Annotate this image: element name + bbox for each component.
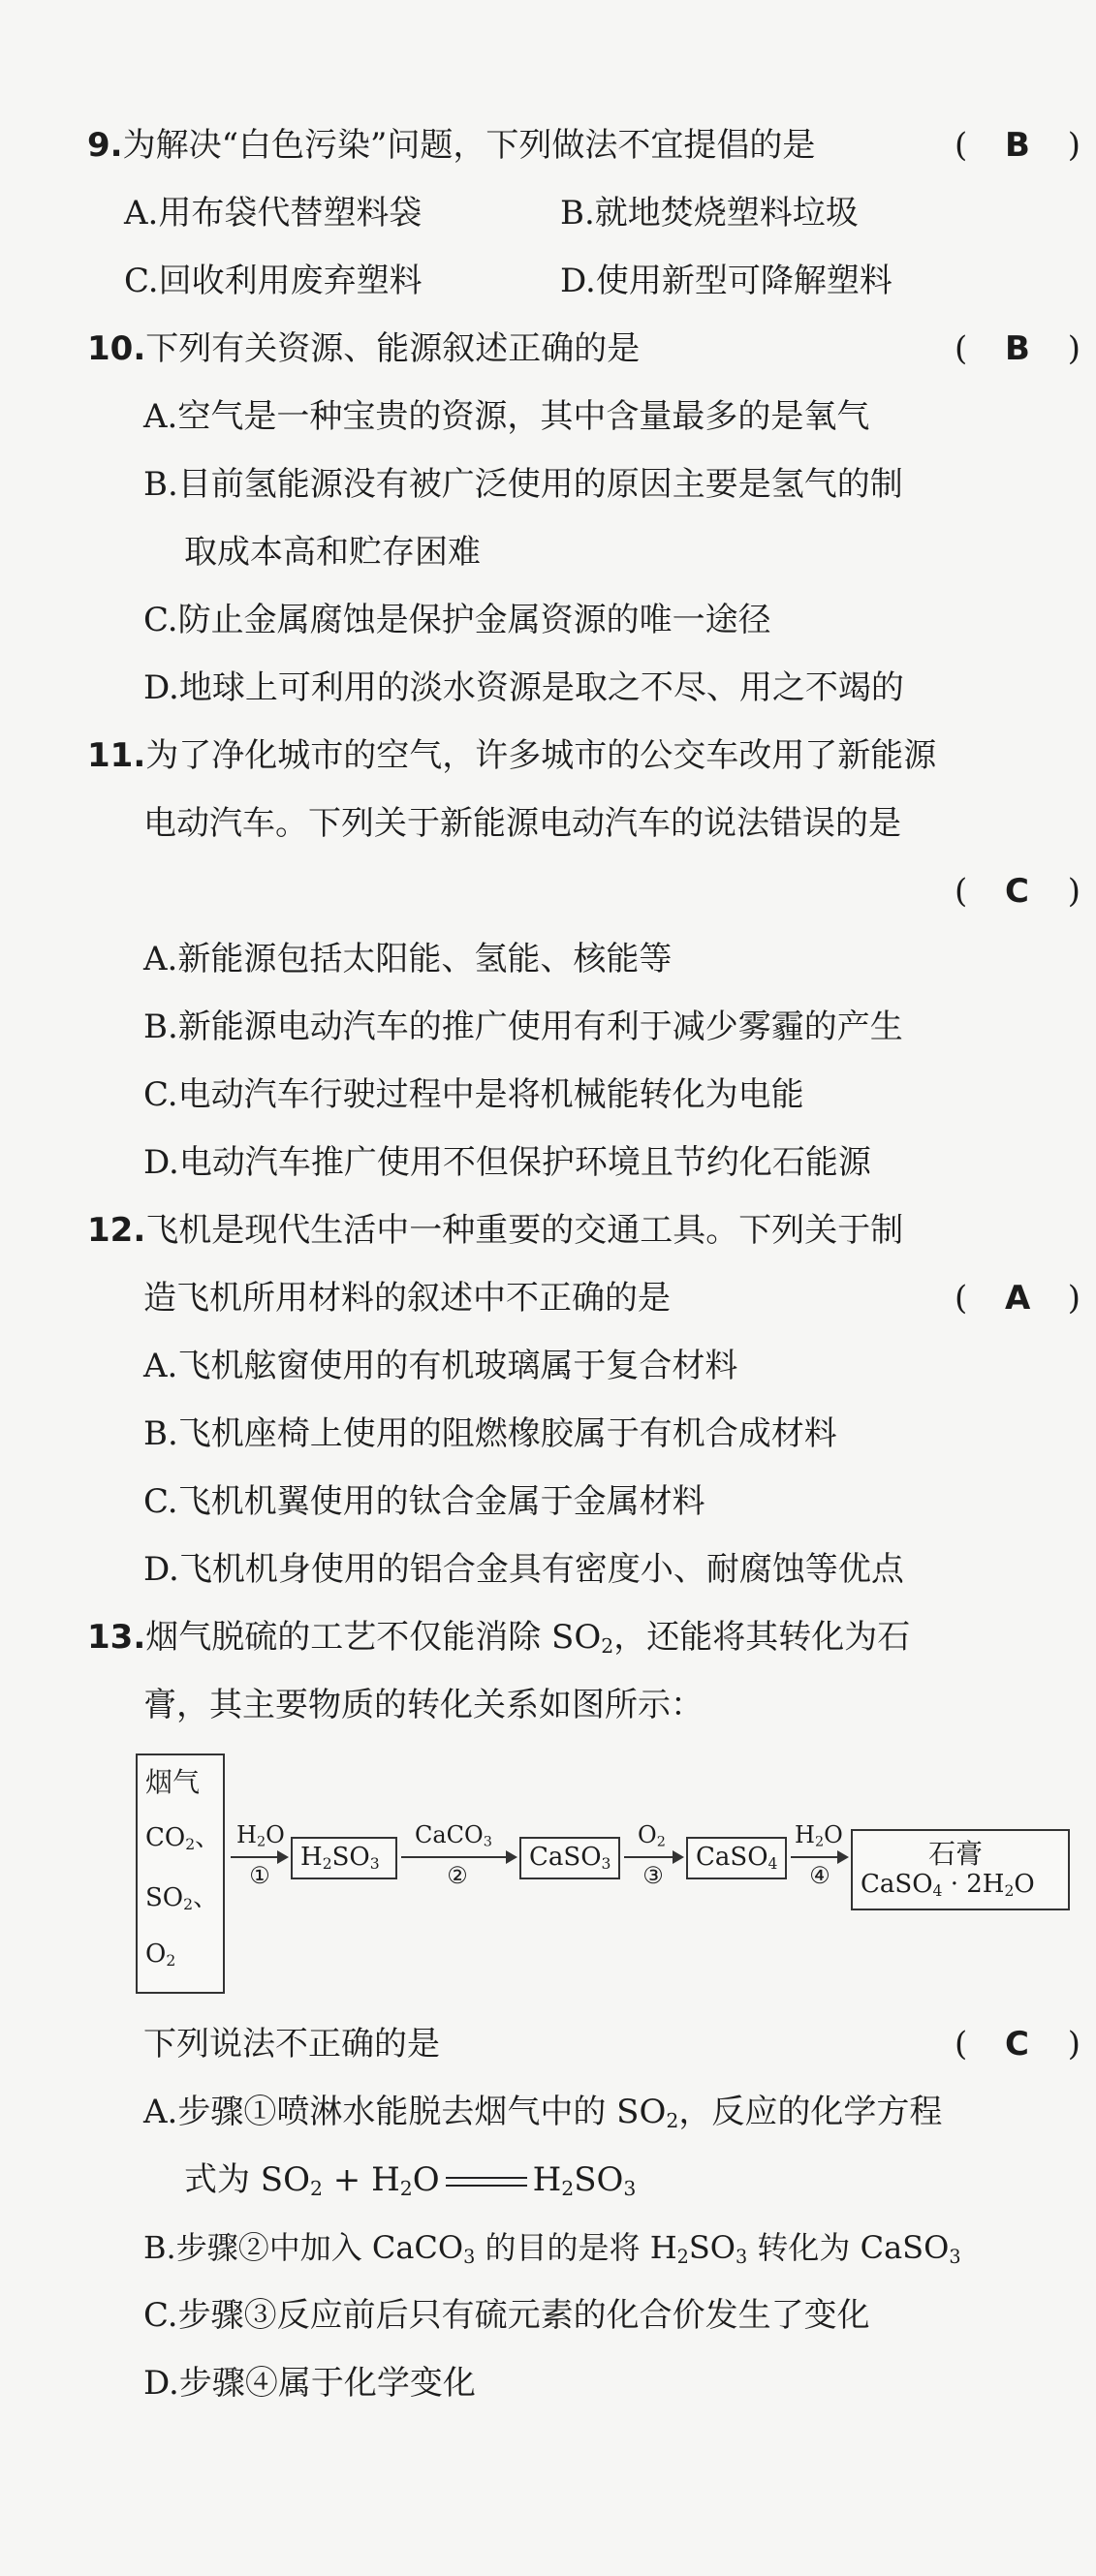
q12-option-a-line: [0, 1337, 1096, 1395]
q11-option-a: A.新能源包括太阳能、氢能、核能等: [143, 940, 673, 978]
q9-answer: B: [1005, 126, 1030, 165]
flue-gas-co2: $CO_2$、: [145, 1823, 221, 1853]
gypsum-title: 石膏: [928, 1838, 984, 1870]
q11-option-a-line: [0, 930, 1096, 988]
caso4-box: CaSO$_4$: [686, 1837, 787, 1879]
q11-option-d-line: [0, 1133, 1096, 1192]
q13-stem: 烟气脱硫的工艺不仅能消除 SO: [145, 1618, 602, 1657]
q13-option-d: D.步骤④属于化学变化: [143, 2364, 476, 2403]
q11-number: 11.: [87, 736, 146, 775]
q9-options-row2: [0, 252, 1096, 310]
q11-option-d: D.电动汽车推广使用不但保护环境且节约化石能源: [143, 1143, 871, 1182]
arrow-step-1: [231, 1856, 287, 1858]
q9-option-a: A.用布袋代替塑料袋: [124, 194, 423, 233]
h2so3-box: $H_2SO_3$: [291, 1837, 397, 1879]
q11-stem-line1: [0, 727, 1096, 785]
gypsum-box: [851, 1829, 1070, 1910]
q13-option-a-equation: 式为 $SO_2 + H_2O$ $H_2SO_3$: [184, 2160, 637, 2201]
q9-stem: 为解决“白色污染”问题，下列做法不宜提倡的是: [122, 126, 816, 165]
q12-option-b: B.飞机座椅上使用的阻燃橡胶属于有机合成材料: [143, 1414, 837, 1453]
q12-stem-cont: 造飞机所用材料的叙述中不正确的是: [143, 1279, 671, 1318]
q9-option-b: B.就地焚烧塑料垃圾: [560, 194, 859, 233]
flue-gas-title: 烟气: [145, 1766, 201, 1798]
q9-option-c: C.回收利用废弃塑料: [124, 262, 423, 300]
q11-option-c: C.电动汽车行驶过程中是将机械能转化为电能: [143, 1075, 804, 1114]
q10-option-a-line: [0, 388, 1096, 446]
step-3-marker: ③: [642, 1862, 664, 1889]
q13-option-c: C.步骤③反应前后只有硫元素的化合价发生了变化: [143, 2296, 870, 2335]
q11-option-c-line: [0, 1066, 1096, 1124]
arrow-step-3: [624, 1856, 682, 1858]
q13-option-b: B.步骤②中加入 CaCO$_3$ 的目的是将 $H_2SO_3$ 转化为 CaSO$_3$: [143, 2229, 961, 2268]
q13-answer: C: [1005, 2025, 1029, 2064]
q13-stem-line1: 13.烟气脱硫的工艺不仅能消除 $SO_2$，还能将其转化为石: [87, 1618, 911, 1659]
q10-option-b-cont: 取成本高和贮存困难: [184, 533, 481, 572]
q10-option-b-line2: [0, 523, 1096, 581]
flue-gas-o2: $O_2$: [145, 1940, 176, 1970]
q12-option-b-line: [0, 1405, 1096, 1463]
flue-gas-box: [136, 1754, 225, 1994]
flue-gas-so2: $SO_2$、: [145, 1883, 219, 1913]
q10-option-b-line1: [0, 455, 1096, 513]
equals-sign: [446, 2177, 527, 2187]
caso3-box: CaSO$_3$: [519, 1837, 620, 1879]
q11-option-b-line: [0, 998, 1096, 1056]
q11-answer: C: [1005, 872, 1029, 911]
step-2-marker: ②: [447, 1862, 468, 1889]
q10-option-c-line: [0, 591, 1096, 649]
q13-option-a: A.步骤①喷淋水能脱去烟气中的 $SO_2$，反应的化学方程: [143, 2093, 943, 2133]
q10-option-d-line: [0, 659, 1096, 717]
q12-option-d: D.飞机机身使用的铝合金具有密度小、耐腐蚀等优点: [143, 1550, 904, 1589]
arrow2-reagent-caco3: CaCO$_3$: [415, 1821, 492, 1850]
q10-option-a: A.空气是一种宝贵的资源，其中含量最多的是氧气: [143, 397, 870, 436]
arrow1-reagent-h2o: $H_2O$: [236, 1821, 285, 1850]
q13-ask-line: 下列说法不正确的是 ( C ): [0, 2015, 1096, 2073]
q12-stem-line2: 造飞机所用材料的叙述中不正确的是 ( A ): [0, 1269, 1096, 1327]
q12-option-a: A.飞机舷窗使用的有机玻璃属于复合材料: [143, 1347, 738, 1385]
q13-option-b-line: [0, 2219, 1096, 2277]
q10-answer: B: [1005, 329, 1030, 368]
q13-option-a-line1: [0, 2083, 1096, 2141]
q12-answer: A: [1005, 1279, 1031, 1318]
q13-option-d-line: [0, 2354, 1096, 2412]
q13-stem-cont: 膏，其主要物质的转化关系如图所示：: [143, 1686, 704, 1724]
step-4-marker: ④: [809, 1862, 830, 1889]
q13-option-c-line: [0, 2286, 1096, 2344]
arrow3-reagent-o2: $O_2$: [638, 1821, 666, 1850]
q12-option-c: C.飞机机翼使用的钛合金属于金属材料: [143, 1482, 705, 1521]
q12-number: 12.: [87, 1211, 146, 1250]
step-1-marker: ①: [249, 1862, 270, 1889]
q11-stem-cont: 电动汽车。下列关于新能源电动汽车的说法错误的是: [143, 804, 901, 843]
q12-stem-line1: [0, 1201, 1096, 1259]
q10-option-d: D.地球上可利用的淡水资源是取之不尽、用之不竭的: [143, 668, 904, 707]
q12-stem: 飞机是现代生活中一种重要的交通工具。下列关于制: [145, 1211, 904, 1250]
q13-ask: 下列说法不正确的是: [143, 2025, 440, 2064]
arrow-step-4: [791, 1856, 847, 1858]
arrow-step-2: [401, 1856, 516, 1858]
q9-stem-line: 9.为解决“白色污染”问题，下列做法不宜提倡的是 ( B ): [0, 116, 1096, 174]
q13-number: 13.: [87, 1618, 146, 1657]
q9-option-d: D.使用新型可降解塑料: [560, 262, 892, 300]
q12-option-d-line: [0, 1540, 1096, 1598]
q11-stem-line2: [0, 794, 1096, 853]
q11-option-b: B.新能源电动汽车的推广使用有利于减少雾霾的产生: [143, 1008, 903, 1046]
q10-option-b: B.目前氢能源没有被广泛使用的原因主要是氢气的制: [143, 465, 903, 504]
arrow4-reagent-h2o: $H_2O$: [795, 1821, 843, 1850]
q13-option-a-line2: [0, 2151, 1096, 2209]
q11-answer-line: ( C ): [0, 862, 1096, 920]
q9-options-row1: [0, 184, 1096, 242]
q12-option-c-line: [0, 1473, 1096, 1531]
gypsum-formula: CaSO$_4$ · $2H_2O$: [861, 1870, 1035, 1900]
desulfurization-flow-diagram: [0, 1744, 1096, 2005]
q10-stem-line: 10.下列有关资源、能源叙述正确的是 ( B ): [0, 320, 1096, 378]
q10-stem: 下列有关资源、能源叙述正确的是: [145, 329, 641, 368]
q11-stem: 为了净化城市的空气，许多城市的公交车改用了新能源: [145, 736, 937, 775]
q10-option-c: C.防止金属腐蚀是保护金属资源的唯一途径: [143, 601, 771, 639]
q13-stem-line2: [0, 1676, 1096, 1734]
q9-number: 9.: [87, 126, 123, 165]
q10-number: 10.: [87, 329, 146, 368]
